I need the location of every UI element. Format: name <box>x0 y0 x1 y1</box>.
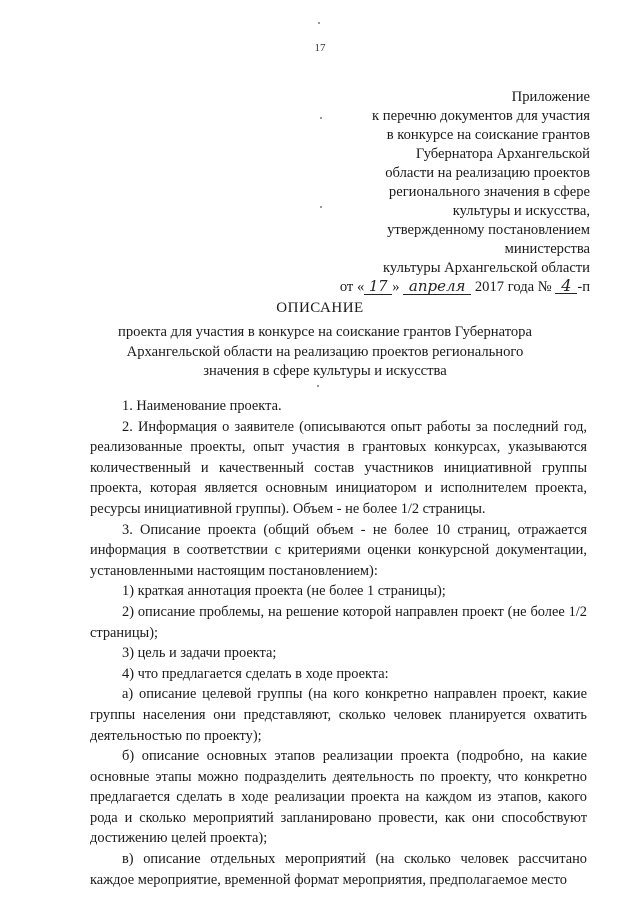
appendix-line: регионального значения в сфере <box>388 184 590 200</box>
paragraph: 1) краткая аннотация проекта (не более 1 страницы); <box>122 583 446 600</box>
document-title: ОПИСАНИЕ <box>276 300 364 316</box>
date-separator: » <box>392 279 400 295</box>
paragraph: 2) описание проблемы, на решение которой направлен проект (не более 1/2 страницы); <box>90 603 587 641</box>
appendix-line: области на реализацию проектов <box>385 165 590 181</box>
appendix-block <box>320 88 590 297</box>
appendix-line: министерства <box>504 241 590 257</box>
appendix-line: культуры Архангельской области <box>383 260 590 276</box>
scan-speck <box>320 206 322 208</box>
handwritten-day: 17 <box>364 279 392 295</box>
document-subtitle: проекта для участия в конкурсе на соискание грантов Губернатора Архангельской области на реализацию проектов регионального значения в сфере культуры и искусства <box>118 324 532 379</box>
date-year-text: 2017 года № <box>474 279 552 295</box>
handwritten-doc-number: 4 <box>555 278 577 294</box>
approval-date-line <box>320 278 590 297</box>
appendix-line: Приложение <box>511 89 590 105</box>
paragraph: б) описание основных этапов реализации проекта (подробно, на какие основные этапы можно подразделить деятельность по проекту, что конкретно предлагается сделать в ходе реализации проекта на каждом из этапов, какого рода и сколько мероприятий запланировано провести, как они способствуют достижению целей проекта); <box>90 748 587 847</box>
document-body <box>90 396 587 890</box>
scan-speck <box>318 22 320 24</box>
paragraph: а) описание целевой группы (на кого конкретно направлен проект, какие группы населения они представляют, сколько человек планируется охватить деятельностью по проекту); <box>90 686 587 744</box>
paragraph: 2. Информация о заявителе (описываются опыт работы за последний год, реализованные проекты, опыт участия в грантовых конкурсах, указываются количественный и качественный состав участников инициативной группы проекта, которая является основным инициатором и исполнителем проекта, ресурсы инициативной группы). Объем - не более 1/2 страницы. <box>90 418 587 517</box>
appendix-line: Губернатора Архангельской <box>415 146 590 162</box>
paragraph: 3. Описание проекта (общий объем - не более 10 страниц, отражается информация в соответствии с критериями оценки конкурсной документации, установленными настоящим постановлением): <box>90 521 587 579</box>
appendix-line: к перечню документов для участия <box>372 108 590 124</box>
date-prefix: от « <box>339 279 365 295</box>
scan-speck <box>320 117 322 119</box>
paragraph: 3) цель и задачи проекта; <box>122 645 277 662</box>
doc-number-suffix: -п <box>577 279 590 295</box>
handwritten-month: апреля <box>403 279 471 295</box>
appendix-line: культуры и искусства, <box>452 203 590 219</box>
page-number: 17 <box>314 42 326 54</box>
paragraph: 4) что предлагается сделать в ходе проекта: <box>122 665 389 682</box>
scan-speck <box>317 385 319 387</box>
appendix-line: утвержденному постановлением <box>387 222 590 238</box>
appendix-line: в конкурсе на соискание грантов <box>386 127 590 143</box>
paragraph: 1. Наименование проекта. <box>122 398 282 414</box>
paragraph: в) описание отдельных мероприятий (на сколько человек рассчитано каждое мероприятие, временной формат мероприятия, предполагаемое место <box>90 851 587 888</box>
